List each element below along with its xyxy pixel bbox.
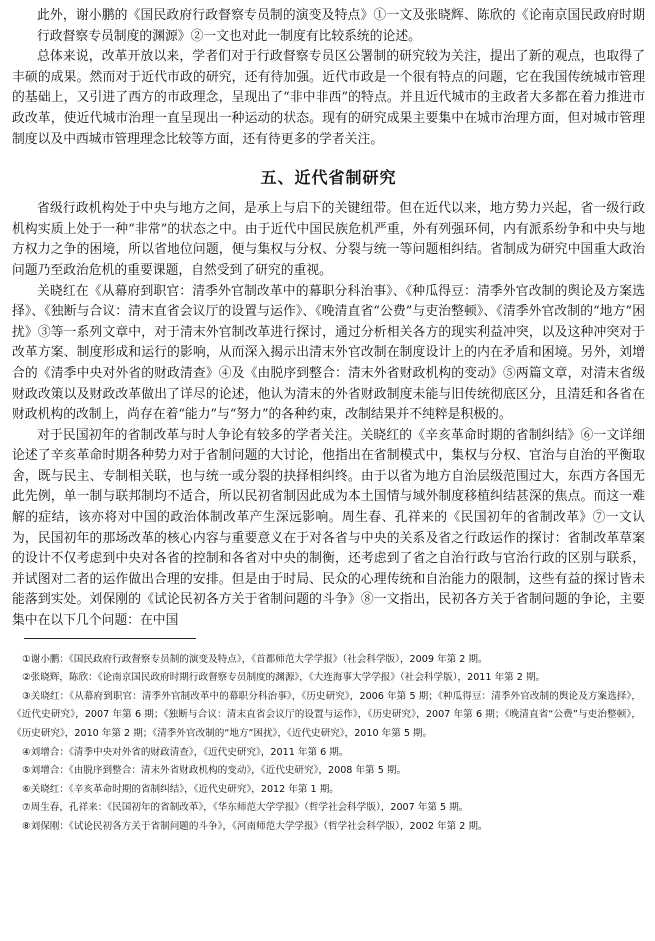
footnote: ③关晓红：《从幕府到职官：清季外官制改革中的幕职分科治事》，《历史研究》，2006 年第 5 期；《种瓜得豆：清季外官改制的舆论及方案选择》，《近代史研究》，2007 年第 6 期；《独断与合议：清末直省会议厅的设置与运作》，《历史研究》，2007 年第 6 期；《晚清直省“公费”与吏治整顿》，《历史研究》，2010 年第 2 期；《清季外官改制的“地方”困扰》，《近代史研究》，2010 年第 5 期。: [12, 690, 641, 739]
footnote: ⑦周生春，孔祥来：《民国初年的省制改革》，《华东师范大学学报》（哲学社会科学版），2007 年第 5 期。: [22, 802, 469, 814]
footnote: ②张晓辉，陈欣：《论南京国民政府时期行政督察专员制度的渊源》，《大连海事大学学报》（社会科学版），2011 年第 2 期。: [22, 672, 546, 684]
footnotes: [12, 651, 645, 837]
paragraph: 总体来说，改革开放以来，学者们对于行政督察专员区公署制的研究较为关注，提出了新的观点，也取得了丰硕的成果。然而对于近代市政的研究，还有待加强。近代市政是一个很有特点的问题，它在我国传统城市管理的基础上，又引进了西方的市政理念，呈现出了“非中非西”的特点。并且近代城市的主政者大多都在着力推进市政改革，使近代城市治理一直呈现出一种运动的状态。现有的研究成果主要集中在城市治理方面，但对城市管理制度以及中西城市管理理念比较等方面，还有待更多的学者关注。: [12, 49, 645, 147]
footnote: ①谢小鹏：《国民政府行政督察专员制的演变及特点》，《首都师范大学学报》（社会科学版），2009 年第 2 期。: [22, 653, 488, 665]
footnote-divider: [24, 638, 196, 639]
body-text-top: [12, 6, 645, 150]
paragraph: 关晓红在《从幕府到职官：清季外官制改革中的幕职分科治事》、《种瓜得豆：清季外官改制的舆论及方案选择》、《独断与合议：清末直省会议厅的设置与运作》、《晚清直省“公费”与吏治整顿》、《清季外官改制的“地方”困扰》③等一系列文章中，对于清末外官制改革进行探讨，通过分析相关各方的现实利益冲突，以及这种冲突对于改革方案、制度形成和运行的影响，从而深入揭示出清末外官改制在制度设计上的内在矛盾和困境。另外，刘增合的《清季中央对外省的财政清查》④及《由脱序到整合：清末外省财政机构的变动》⑤两篇文章，对清末省级财政改策以及财政改革做出了详尽的论述，他认为清末的外省财政制度未能与旧传统彻底区分，且清廷和各省在财政机构的改制上，尚存在着“能力”与“努力”的各种约束，改制结果并不纯粹是积极的。: [12, 283, 645, 423]
section-heading: 五、近代省制研究: [260, 168, 397, 188]
footnote: ⑤刘增合：《由脱序到整合：清末外省财政机构的变动》，《近代史研究》，2008 年第 5 期。: [22, 765, 407, 777]
paragraph: 省级行政机构处于中央与地方之间，是承上与启下的关键纽带。但在近代以来，地方势力兴起，省一级行政机构实质上处于一种“非常”的状态之中。由于近代中国民族危机严重，外有列强环伺，内有派系纷争和中央与地方权力之争的困境，所以省地位问题，便与集权与分权、分裂与统一等问题相纠结。省制成为研究中国重大政治问题乃至政治危机的重要课题，自然受到了研究的重视。: [12, 201, 645, 278]
body-text-section: [12, 199, 645, 631]
footnote: ④刘增合：《清季中央对外省的财政清查》，《近代史研究》，2011 年第 6 期。: [22, 746, 349, 758]
paragraph: 对于民国初年的省制改革与时人争论有较多的学者关注。关晓红的《辛亥革命时期的省制纠结》⑥一文详细论述了辛亥革命时期各种势力对于省制问题的大讨论，他指出在省制模式中，集权与分权、官治与自治的平衡取舍，既与民主、专制相关联，也与统一或分裂的抉择相纠终。由于以省为地方自治层级范围过大，东西方各国无此先例，单一制与联邦制均不适合，所以民初省制因此成为本土国情与域外制度移植纠结甚深的焦点。而这一难解的症结，该亦将对中国的政治体制改革产生深远影响。周生春、孔祥来的《民国初年的省制改革》⑦一文认为，民国初年的那场改革的核心内容与重要意义在于对各省与中央的关系及省之行政运作的探讨：省制改革草案的设计不仅考虑到中央对各省的控制和各省对中央的制衡，还考虑到了省之自治行政与官治行政的区别与联系，并试图对二者的运作做出合理的安排。但是由于时局、民众的心理传统和自治能力的限制，这些有益的探讨皆未能落到实处。刘保刚的《试论民初各方关于省制问题的斗争》⑧一文指出，民初各方关于省制问题的争论，主要集中在以下几个问题：在中国: [12, 427, 645, 629]
footnote: ⑧刘保刚：《试论民初各方关于省制问题的斗争》，《河南师范大学学报》（哲学社会科学版），2002 年第 2 期。: [22, 820, 488, 832]
footnote: ⑥关晓红：《辛亥革命时期的省制纠结》，《近代史研究》，2012 年第 1 期。: [22, 783, 339, 795]
paragraph: 此外，谢小鹏的《国民政府行政督察专员制的演变及特点》①一文及张晓辉、陈欣的《论南京国民政府时期行政督察专员制度的渊源》②一文也对此一制度有比较系统的论述。: [37, 8, 645, 44]
